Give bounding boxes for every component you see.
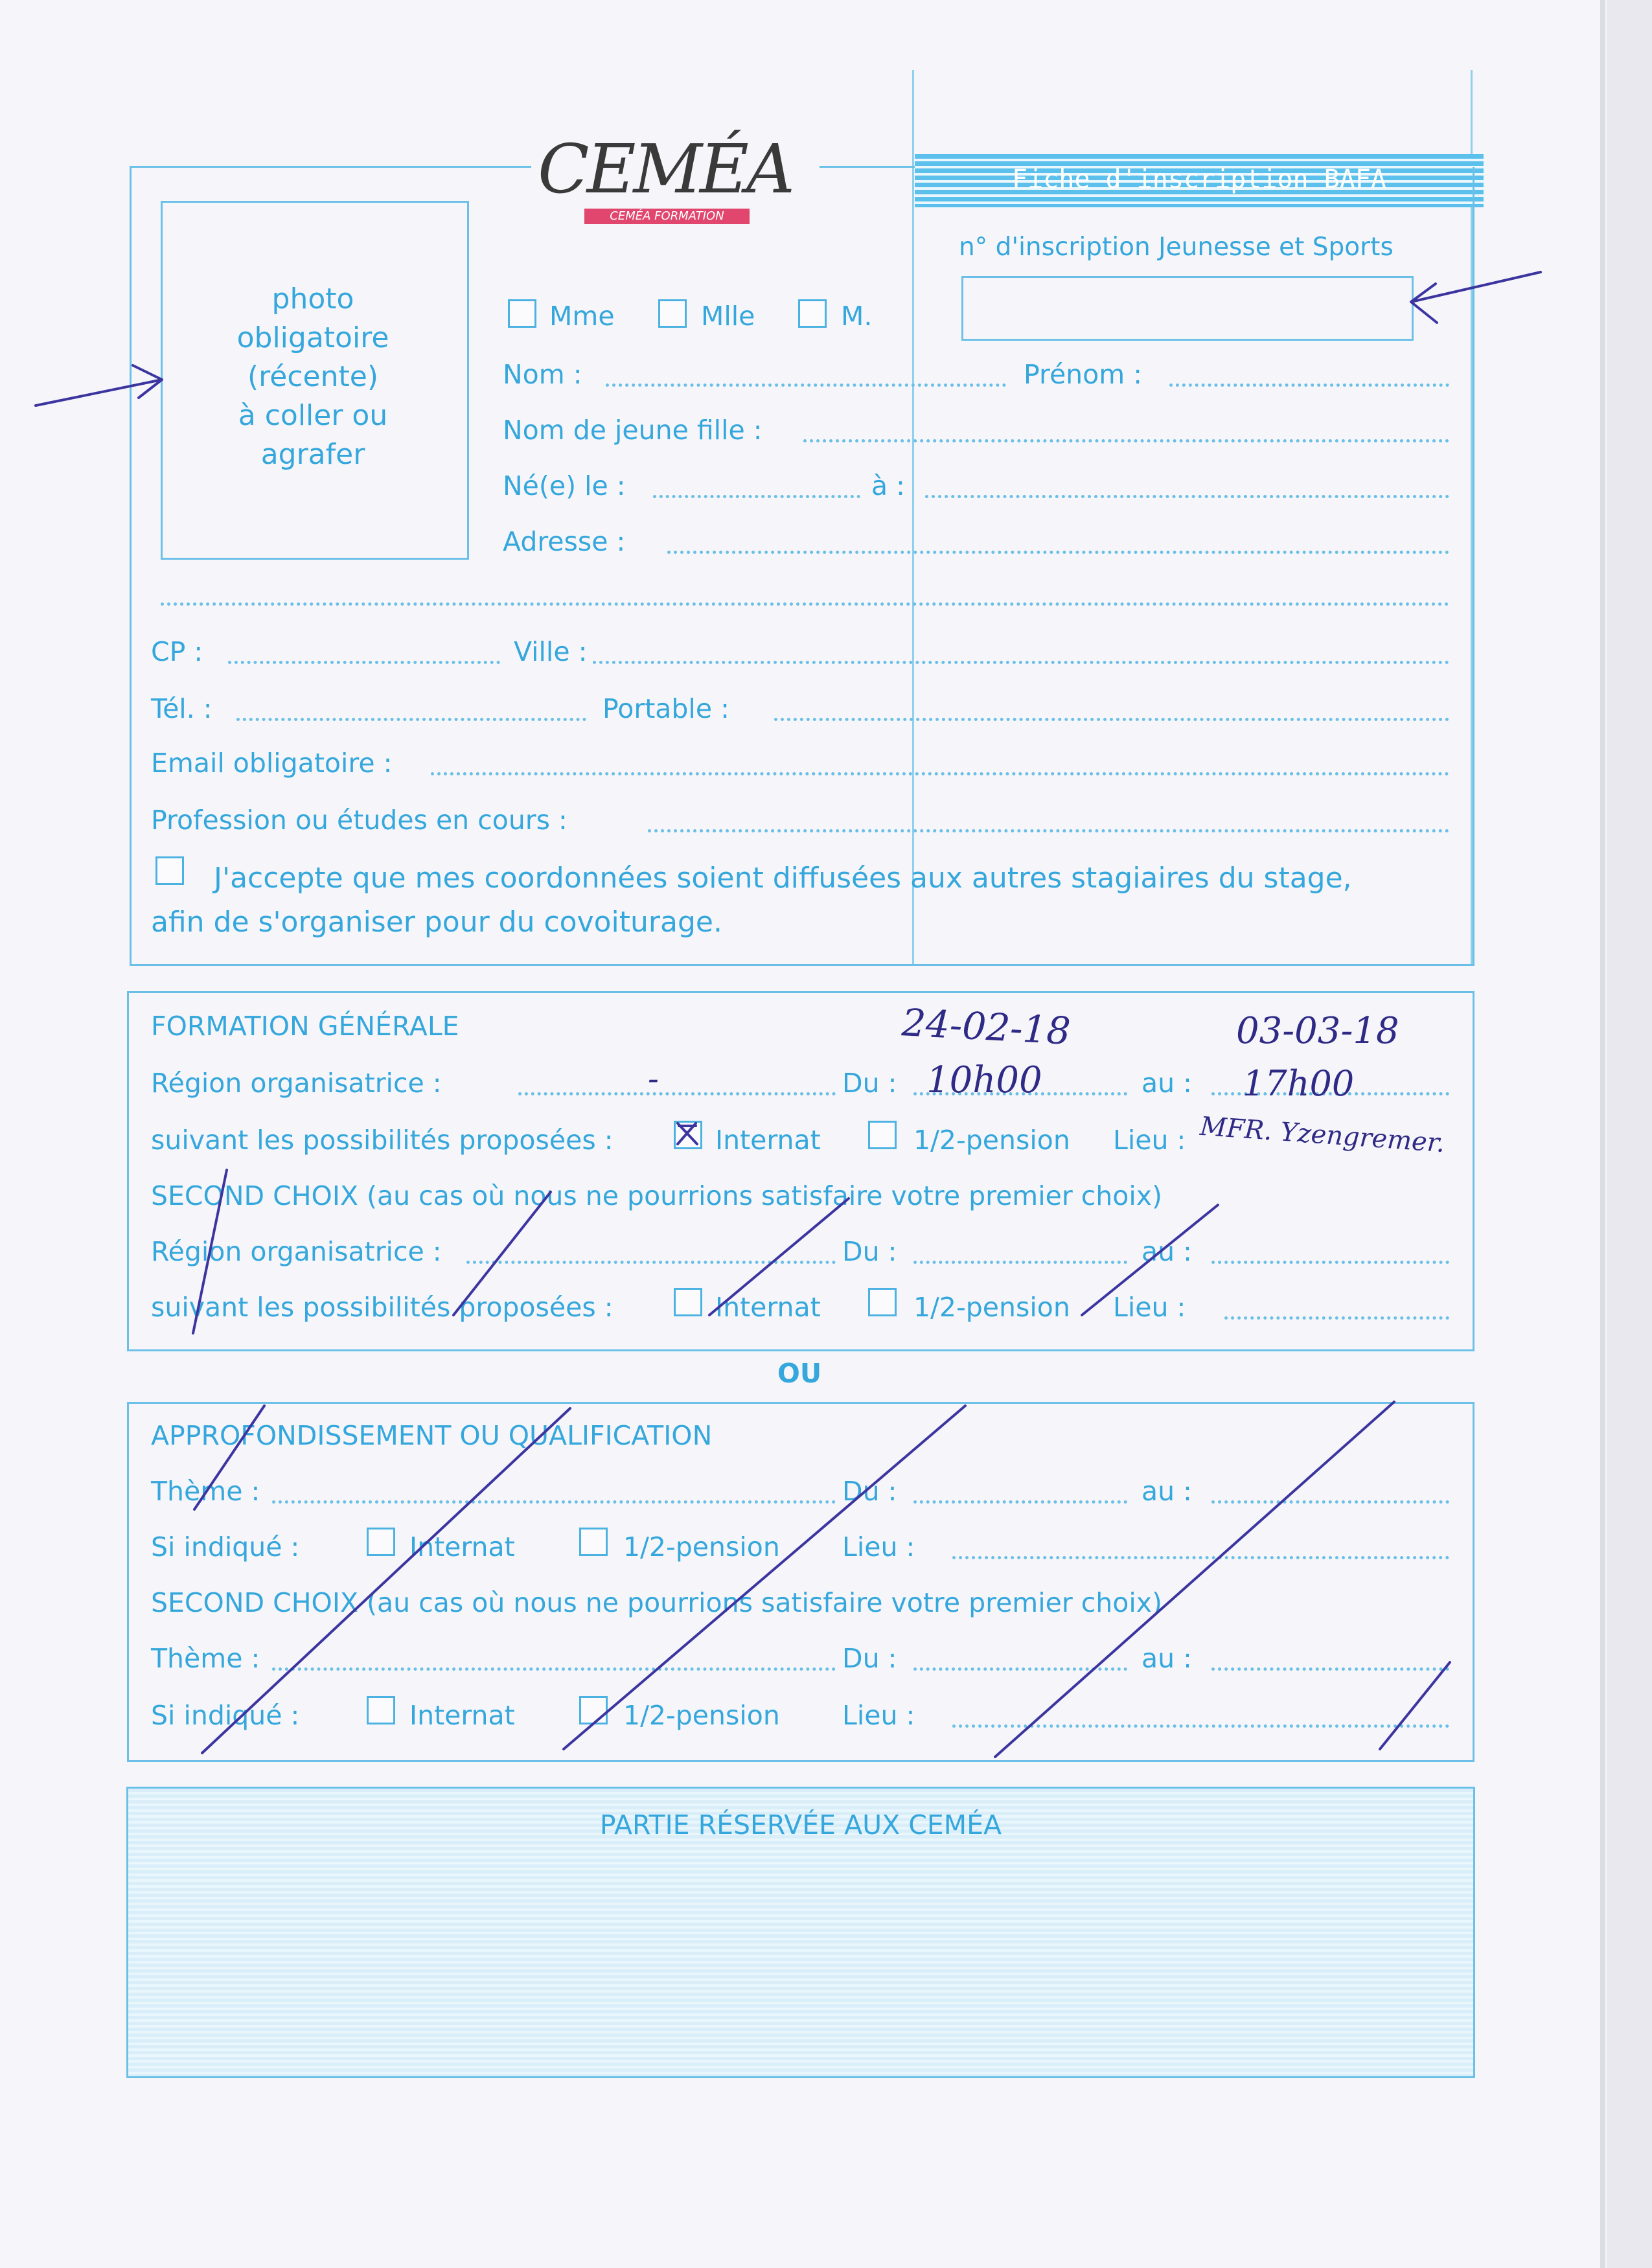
strike-1 xyxy=(193,1170,227,1333)
birth-place-label: à : xyxy=(871,470,905,501)
handwritten-date-end: 03-03-18 xyxy=(1236,1010,1399,1052)
cp-label: CP : xyxy=(151,636,203,667)
demi-pension-label: 1/2-pension xyxy=(913,1125,1070,1156)
approfondissement-title: APPROFONDISSEMENT OU QUALIFICATION xyxy=(151,1420,713,1451)
strike-3 xyxy=(709,1198,849,1315)
strike-9 xyxy=(1380,1662,1450,1749)
lieu2-label: Lieu : xyxy=(1113,1292,1186,1323)
app-internat-label: Internat xyxy=(409,1531,515,1563)
photo-line5: agrafer xyxy=(260,438,365,471)
internat2-label: Internat xyxy=(715,1292,821,1323)
prenom-label: Prénom : xyxy=(1024,359,1143,390)
nom-label: Nom : xyxy=(503,359,582,390)
au-label: au : xyxy=(1141,1068,1192,1099)
left-arrow-icon xyxy=(36,365,162,406)
consent-line1: J'accepte que mes coordonnées soient diffusées aux autres stagiaires du stage, xyxy=(214,862,1352,895)
du2-label: Du : xyxy=(842,1236,897,1267)
handwritten-region-mark: - xyxy=(648,1060,659,1097)
handwritten-date-start: 24-02-18 xyxy=(901,1000,1072,1053)
mlle-label: Mlle xyxy=(701,301,755,332)
region-label: Région organisatrice : xyxy=(151,1068,442,1099)
app-au2-label: au : xyxy=(1141,1643,1192,1674)
logo-text: CEMÉA xyxy=(538,130,793,209)
photo-line4: à coller ou xyxy=(238,399,388,432)
photo-line1: photo xyxy=(271,282,354,315)
au2-label: au : xyxy=(1141,1236,1192,1267)
reserved-title: PARTIE RÉSERVÉE AUX CEMÉA xyxy=(599,1809,1002,1840)
tel-label: Tél. : xyxy=(151,693,212,724)
app-lieu-label: Lieu : xyxy=(842,1531,915,1563)
photo-line2: obligatoire xyxy=(236,321,389,354)
app-du2-label: Du : xyxy=(842,1643,897,1674)
photo-line3: (récente) xyxy=(247,360,378,393)
consent-line2: afin de s'organiser pour du covoiturage. xyxy=(151,906,722,939)
portable-label: Portable : xyxy=(602,693,729,724)
app-internat2-label: Internat xyxy=(409,1700,515,1731)
ou-separator: OU xyxy=(777,1358,822,1389)
logo-tagline: CEMÉA FORMATION xyxy=(584,209,750,224)
strike-5 xyxy=(194,1406,264,1509)
region2-label: Région organisatrice : xyxy=(151,1236,442,1267)
possibilites-label: suivant les possibilités proposées : xyxy=(151,1125,614,1156)
theme-label: Thème : xyxy=(151,1476,260,1507)
app-au-label: au : xyxy=(1141,1476,1192,1507)
handwritten-time-end: 17h00 xyxy=(1243,1063,1355,1104)
si-indique2-label: Si indiqué : xyxy=(151,1700,300,1731)
app-du-label: Du : xyxy=(842,1476,897,1507)
form-title: Fiche d'inscription BAFA xyxy=(1012,165,1386,194)
app-second-choix-title: SECOND CHOIX (au cas où nous ne pourrions satisfaire votre premier choix) xyxy=(151,1587,1163,1618)
theme2-label: Thème : xyxy=(151,1643,260,1674)
app-demi-pension-label: 1/2-pension xyxy=(623,1531,780,1563)
strike-7 xyxy=(564,1406,965,1749)
right-arrow-icon xyxy=(1411,272,1541,323)
nom-jeune-fille-label: Nom de jeune fille : xyxy=(503,415,763,446)
du-label: Du : xyxy=(842,1068,897,1099)
m-label: M. xyxy=(841,301,873,332)
demi-pension2-label: 1/2-pension xyxy=(913,1292,1070,1323)
handwritten-time-start: 10h00 xyxy=(926,1059,1042,1101)
possibilites2-label: suivant les possibilités proposées : xyxy=(151,1292,614,1323)
lieu-label: Lieu : xyxy=(1113,1125,1186,1156)
internat-label: Internat xyxy=(715,1125,821,1156)
strike-2 xyxy=(453,1192,551,1315)
strike-6 xyxy=(202,1408,570,1753)
mme-label: Mme xyxy=(549,301,615,332)
strike-4 xyxy=(1082,1205,1218,1315)
si-indique-label: Si indiqué : xyxy=(151,1531,300,1563)
formation-generale-title: FORMATION GÉNÉRALE xyxy=(151,1011,459,1042)
adresse-label: Adresse : xyxy=(503,526,626,557)
ne-le-label: Né(e) le : xyxy=(503,470,626,501)
app-lieu2-label: Lieu : xyxy=(842,1700,915,1731)
registration-label: n° d'inscription Jeunesse et Sports xyxy=(959,233,1394,262)
second-choix-title: SECOND CHOIX (au cas où nous ne pourrions satisfaire votre premier choix) xyxy=(151,1180,1163,1211)
app-demi-pension2-label: 1/2-pension xyxy=(623,1700,780,1731)
handwritten-lieu: MFR. Yzengremer. xyxy=(1199,1111,1446,1159)
internat-check-mark xyxy=(678,1123,697,1144)
profession-label: Profession ou études en cours : xyxy=(151,805,568,836)
ville-label: Ville : xyxy=(514,636,588,667)
strike-8 xyxy=(995,1402,1394,1757)
email-label: Email obligatoire : xyxy=(151,748,393,779)
